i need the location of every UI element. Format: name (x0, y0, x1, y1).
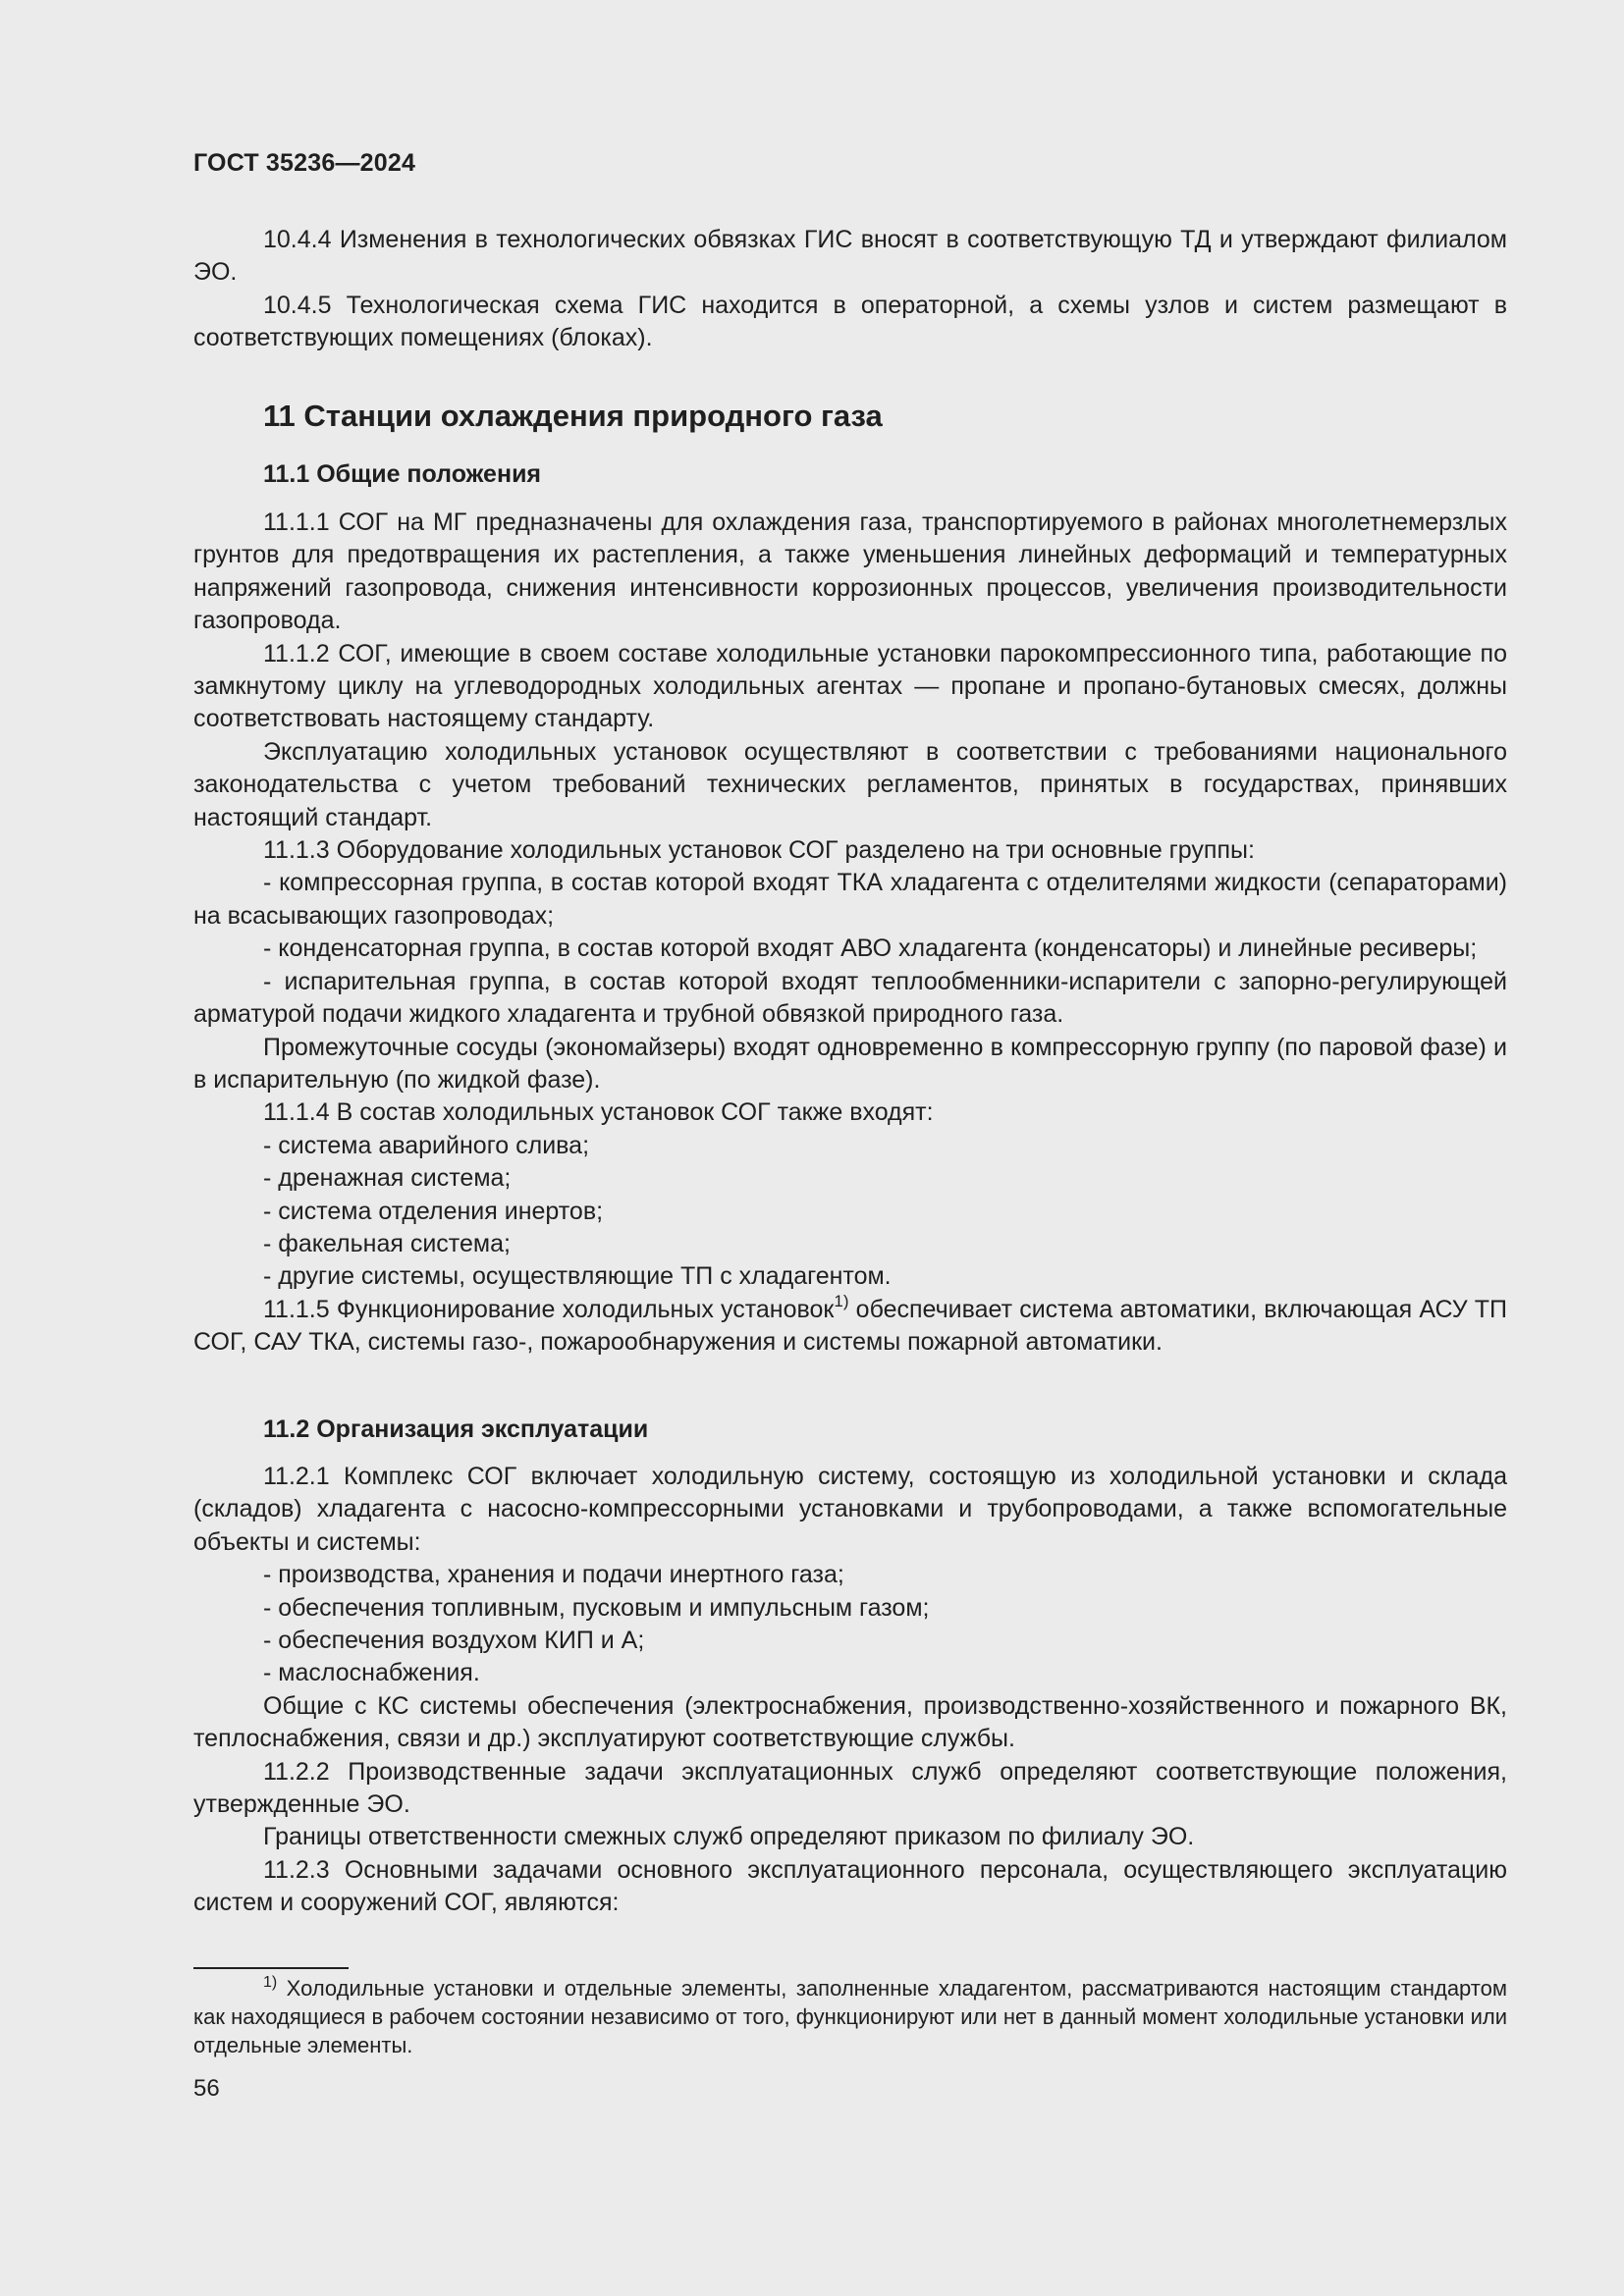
list-item: - система отделения инертов; (263, 1197, 604, 1225)
list-item: - конденсаторная группа, в состав которой входят АВО хладагента (конденсаторы) и линейные ресиверы; (263, 934, 1478, 963)
list-item: - маслоснабжения. (263, 1659, 480, 1687)
footnote-marker: 1) (263, 1974, 278, 1991)
paragraph-11-2-1-b: Общие с КС системы обеспечения (электроснабжения, производственно-хозяйственного и пожарного ВК, теплоснабжения, связи и др.) эксплуатируют соответствующие службы. (193, 1691, 1507, 1753)
list-item: - обеспечения воздухом КИП и А; (263, 1627, 645, 1655)
subsection-heading-11-1: 11.1 Общие положения (263, 460, 542, 488)
list-item: - факельная система; (263, 1229, 511, 1257)
paragraph-11-1-1: 11.1.1 СОГ на МГ предназначены для охлаждения газа, транспортируемого в районах многолетнемерзлых грунтов для предотвращения их растепления, а также уменьшения линейных деформаций и температурных напряжений газопровода, снижения интенсивности коррозионных процессов, увеличения производительности газопровода. (193, 508, 1507, 635)
footnote-separator (193, 1967, 349, 1969)
footnote (193, 1974, 1507, 2059)
section-heading-11: 11 Станции охлаждения природного газа (263, 399, 883, 433)
subsection-heading-11-2: 11.2 Организация эксплуатации (263, 1415, 649, 1443)
paragraph-11-1-2-b: Эксплуатацию холодильных установок осуществляют в соответствии с требованиями национального законодательства с учетом требований технических регламентов, принятых в государствах, принявших настоящий стандарт. (193, 737, 1507, 831)
paragraph-11-1-5-text-continued: обеспечивает система автоматики, включающая АСУ ТП СОГ, САУ ТКА, системы газо-, пожарообнаружения и системы пожарной автоматики. (193, 1295, 1507, 1357)
paragraph-10-4-4: 10.4.4 Изменения в технологических обвязках ГИС вносят в соответствующую ТД и утверждают филиалом ЭО. (193, 226, 1507, 287)
paragraph-11-2-3: 11.2.3 Основными задачами основного эксплуатационного персонала, осуществляющего эксплуатацию систем и сооружений СОГ, являются: (193, 1855, 1507, 1917)
page-number: 56 (193, 2075, 220, 2102)
paragraph-11-2-2-b: Границы ответственности смежных служб определяют приказом по филиалу ЭО. (263, 1823, 1195, 1851)
paragraph-11-1-3-b: Промежуточные сосуды (экономайзеры) входят одновременно в компрессорную группу (по паровой фазе) и в испарительную (по жидкой фазе). (193, 1033, 1507, 1094)
paragraph-11-1-5-text: 11.1.5 Функционирование холодильных установок (263, 1295, 835, 1323)
list-item: - производства, хранения и подачи инертного газа; (263, 1561, 844, 1589)
footnote-reference: 1) (834, 1291, 849, 1310)
list-item: - обеспечения топливным, пусковым и импульсным газом; (263, 1593, 930, 1622)
paragraph-11-1-4: 11.1.4 В состав холодильных установок СОГ также входят: (263, 1098, 934, 1127)
document-header: ГОСТ 35236—2024 (193, 149, 416, 177)
list-item: - другие системы, осуществляющие ТП с хладагентом. (263, 1262, 892, 1291)
paragraph-11-1-2: 11.1.2 СОГ, имеющие в своем составе холодильные установки парокомпрессионного типа, работающие по замкнутому циклу на углеводородных холодильных агентах — пропане и пропано-бутановых смесях, должны соответствовать настоящему стандарту. (193, 639, 1507, 733)
paragraph-11-2-1: 11.2.1 Комплекс СОГ включает холодильную систему, состоящую из холодильной установки и склада (складов) хладагента с насосно-компрессорными установками и трубопроводами, а также вспомогательные объекты и системы: (193, 1463, 1507, 1556)
paragraph-11-1-5 (193, 1291, 1507, 1360)
list-item: - компрессорная группа, в состав которой входят ТКА хладагента с отделителями жидкости (сепараторами) на всасывающих газопроводах; (193, 869, 1507, 930)
paragraph-10-4-5: 10.4.5 Технологическая схема ГИС находится в операторной, а схемы узлов и систем размещают в соответствующих помещениях (блоках). (193, 291, 1507, 352)
footnote-text: Холодильные установки и отдельные элементы, заполненные хладагентом, рассматриваются настоящим стандартом как находящиеся в рабочем состоянии независимо от того, функционируют или нет в данный момент холодильные установки или отдельные элементы. (193, 1976, 1507, 2057)
paragraph-11-2-2: 11.2.2 Производственные задачи эксплуатационных служб определяют соответствующие положения, утвержденные ЭО. (193, 1757, 1507, 1819)
list-item: - дренажная система; (263, 1164, 512, 1193)
list-item: - система аварийного слива; (263, 1131, 590, 1159)
list-item: - испарительная группа, в состав которой входят теплообменники-испарители с запорно-регулирующей арматурой подачи жидкого хладагента и трубной обвязкой природного газа. (193, 967, 1507, 1029)
paragraph-11-1-3: 11.1.3 Оборудование холодильных установок СОГ разделено на три основные группы: (263, 836, 1255, 865)
